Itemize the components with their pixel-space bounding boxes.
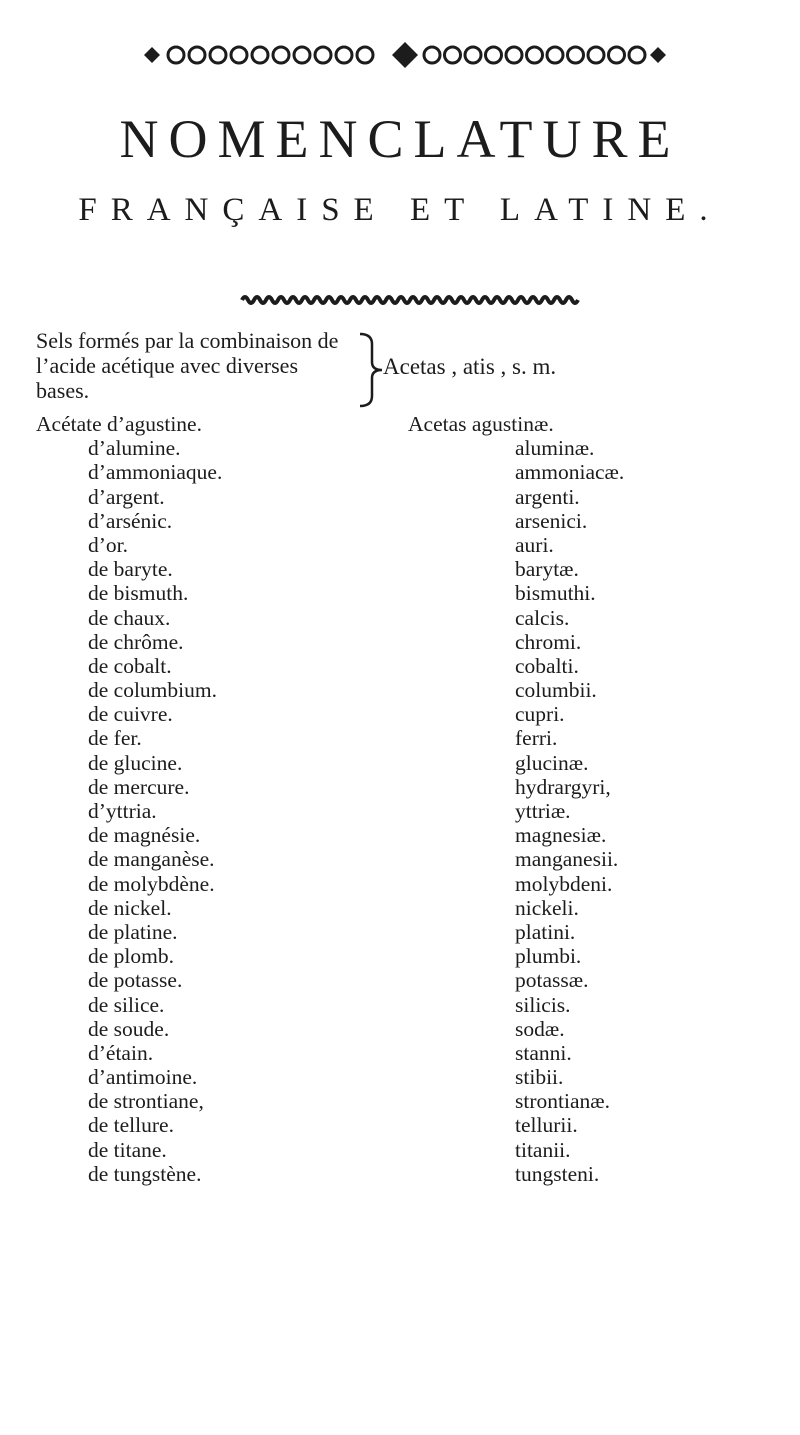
french-term: de molybdène. — [88, 871, 215, 896]
french-entry — [36, 1065, 366, 1089]
latin-column — [408, 412, 738, 1186]
latin-term: calcis. — [515, 605, 570, 630]
latin-term: platini. — [515, 919, 576, 944]
latin-term: magnesiæ. — [515, 823, 607, 848]
ornament-ring — [486, 47, 502, 63]
latin-term: barytæ. — [515, 557, 579, 582]
ornament-band — [140, 40, 670, 70]
french-entry — [36, 1017, 366, 1041]
latin-entry — [408, 726, 738, 750]
french-entry — [36, 993, 366, 1017]
latin-entry — [408, 630, 738, 654]
french-entry — [36, 702, 366, 726]
latin-term: cupri. — [515, 702, 565, 727]
french-term: de cobalt. — [88, 653, 172, 678]
heading-line: bases. — [36, 378, 90, 403]
french-term: de strontiane, — [88, 1089, 204, 1114]
latin-entry — [408, 1089, 738, 1113]
french-term: de fer. — [88, 726, 142, 751]
latin-term: potassæ. — [515, 968, 589, 993]
latin-entry — [408, 412, 738, 436]
french-term: de silice. — [88, 992, 165, 1017]
french-entry — [36, 654, 366, 678]
latin-entry — [408, 460, 738, 484]
latin-term: molybdeni. — [515, 871, 613, 896]
french-entry — [36, 1162, 366, 1186]
latin-entry — [408, 509, 738, 533]
latin-term: hydrargyri, — [515, 774, 611, 799]
latin-term: silicis. — [515, 992, 571, 1017]
french-entry — [36, 1138, 366, 1162]
french-entry — [36, 775, 366, 799]
latin-entry — [408, 533, 738, 557]
french-term: de nickel. — [88, 895, 172, 920]
latin-term: aluminæ. — [515, 436, 595, 461]
french-entry — [36, 1113, 366, 1137]
latin-term: arsenici. — [515, 508, 588, 533]
french-entry — [36, 968, 366, 992]
french-term: d’ammoniaque. — [88, 460, 223, 485]
french-entry — [36, 412, 366, 436]
latin-entry — [408, 896, 738, 920]
ornament-ring — [273, 47, 289, 63]
french-term: d’or. — [88, 532, 129, 557]
ornament-ring — [315, 47, 331, 63]
french-term: d’alumine. — [88, 436, 181, 461]
latin-prefix: Acetas — [408, 412, 467, 436]
latin-term: columbii. — [515, 678, 597, 703]
latin-term: tungsteni. — [515, 1161, 600, 1186]
ornament-ring — [629, 47, 645, 63]
ornament-ring — [294, 47, 310, 63]
latin-term: manganesii. — [515, 847, 619, 872]
french-entry — [36, 678, 366, 702]
french-term: d’arsénic. — [88, 508, 173, 533]
french-term: de bismuth. — [88, 581, 189, 606]
latin-term: sodæ. — [515, 1016, 565, 1041]
latin-entry — [408, 678, 738, 702]
french-entry — [36, 896, 366, 920]
french-entry — [36, 1041, 366, 1065]
french-term: de chaux. — [88, 605, 171, 630]
latin-term: yttriæ. — [515, 799, 571, 823]
latin-entry — [408, 751, 738, 775]
ornament-ring — [445, 47, 461, 63]
ornament-ring — [336, 47, 352, 63]
french-term: de tungstène. — [88, 1161, 202, 1186]
french-term: de magnésie. — [88, 823, 201, 848]
latin-entry — [408, 581, 738, 605]
french-column — [36, 412, 366, 1186]
french-entry — [36, 751, 366, 775]
divider-ornament — [240, 292, 580, 306]
page-title: NOMENCLATURE — [119, 109, 681, 169]
wave-divider-icon — [240, 293, 580, 307]
french-entry — [36, 726, 366, 750]
french-entry — [36, 485, 366, 509]
latin-entry — [408, 1113, 738, 1137]
ornament-ring — [189, 47, 205, 63]
french-entry — [36, 920, 366, 944]
french-entry — [36, 847, 366, 871]
french-entry — [36, 581, 366, 605]
latin-entry — [408, 557, 738, 581]
ornament-ring — [168, 47, 184, 63]
french-term: d’yttria. — [88, 799, 157, 823]
latin-entry — [408, 775, 738, 799]
latin-term: stibii. — [515, 1065, 564, 1090]
heading-line: l’acide acétique avec diverses — [36, 353, 299, 378]
ornament-ring — [609, 47, 625, 63]
french-term: d’antimoine. — [88, 1065, 198, 1090]
latin-term: tellurii. — [515, 1113, 578, 1138]
latin-entry — [408, 968, 738, 992]
french-term: de tellure. — [88, 1113, 174, 1138]
right-brace-icon — [356, 330, 386, 410]
latin-entry — [408, 920, 738, 944]
french-entry — [36, 509, 366, 533]
section-heading — [36, 328, 386, 403]
latin-entry — [408, 436, 738, 460]
latin-entry — [408, 872, 738, 896]
french-entry — [36, 1089, 366, 1113]
french-entry — [36, 557, 366, 581]
french-term: de soude. — [88, 1016, 170, 1041]
french-term: de potasse. — [88, 968, 183, 993]
ornament-ring — [547, 47, 563, 63]
latin-term: nickeli. — [515, 895, 579, 920]
heading-line: Sels formés par la combinaison de — [36, 328, 339, 353]
latin-entry — [408, 654, 738, 678]
latin-term: plumbi. — [515, 944, 582, 969]
french-entry — [36, 872, 366, 896]
latin-entry — [408, 1041, 738, 1065]
french-term: d’étain. — [88, 1040, 154, 1065]
latin-term: chromi. — [515, 629, 582, 654]
latin-entry — [408, 823, 738, 847]
french-term: de chrôme. — [88, 629, 184, 654]
ornament-ring — [465, 47, 481, 63]
french-term: de cuivre. — [88, 702, 173, 727]
latin-entry — [408, 847, 738, 871]
ornament-ring — [506, 47, 522, 63]
french-term: de baryte. — [88, 557, 173, 582]
ornament-ring — [588, 47, 604, 63]
latin-term: argenti. — [515, 484, 580, 509]
ornament-ring — [357, 47, 373, 63]
latin-entry — [408, 993, 738, 1017]
french-term: de columbium. — [88, 678, 217, 703]
latin-term: strontianæ. — [515, 1089, 610, 1114]
french-term: de titane. — [88, 1137, 167, 1162]
latin-entry — [408, 606, 738, 630]
latin-term: glucinæ. — [515, 750, 589, 775]
latin-term: agustinæ. — [471, 412, 554, 436]
page-subtitle: FRANÇAISE ET LATINE. — [78, 192, 722, 228]
latin-term: ferri. — [515, 726, 558, 751]
french-entry — [36, 436, 366, 460]
latin-entry — [408, 1017, 738, 1041]
ornament-ring — [424, 47, 440, 63]
french-term: d’argent. — [88, 484, 165, 509]
french-term: de manganèse. — [88, 847, 215, 872]
latin-term: ammoniacæ. — [515, 460, 625, 485]
ornament-ring — [568, 47, 584, 63]
latin-entry — [408, 1162, 738, 1186]
french-entry — [36, 533, 366, 557]
french-term: de mercure. — [88, 774, 190, 799]
french-entry — [36, 460, 366, 484]
french-prefix: Acétate — [36, 412, 102, 436]
french-entry — [36, 944, 366, 968]
french-term: de plomb. — [88, 944, 174, 969]
french-entry — [36, 823, 366, 847]
latin-entry — [408, 702, 738, 726]
french-entry — [36, 799, 366, 823]
french-term: de glucine. — [88, 750, 183, 775]
ornament-ring — [252, 47, 268, 63]
latin-term: cobalti. — [515, 653, 579, 678]
latin-entry — [408, 799, 738, 823]
french-term: d’agustine. — [107, 412, 202, 436]
latin-entry — [408, 1065, 738, 1089]
ornament-ring — [231, 47, 247, 63]
ornament-ring — [210, 47, 226, 63]
latin-term: auri. — [515, 532, 554, 557]
latin-term: stanni. — [515, 1040, 572, 1065]
latin-term: titanii. — [515, 1137, 571, 1162]
french-entry — [36, 606, 366, 630]
heading-latin: Acetas , atis , s. m. — [383, 354, 557, 379]
latin-term: bismuthi. — [515, 581, 596, 606]
french-entry — [36, 630, 366, 654]
latin-entry — [408, 485, 738, 509]
latin-entry — [408, 944, 738, 968]
latin-entry — [408, 1138, 738, 1162]
ornament-ring — [527, 47, 543, 63]
ornament-icon — [140, 40, 670, 70]
french-term: de platine. — [88, 919, 178, 944]
